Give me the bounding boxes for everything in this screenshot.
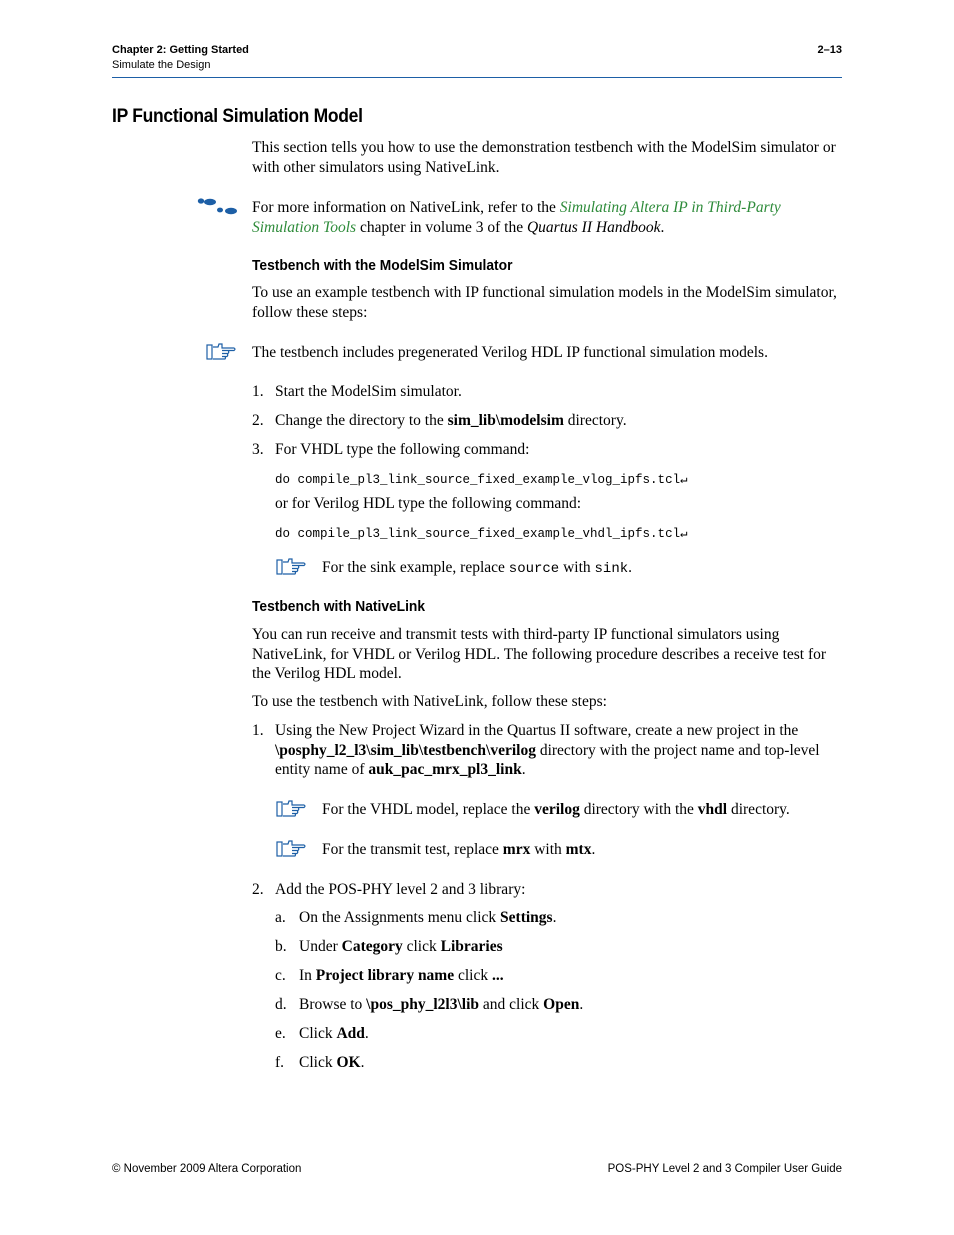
modelsim-step3-number: 3.: [252, 441, 264, 458]
substep-letter: b.: [275, 938, 287, 955]
substep-item: Click Add.: [299, 1025, 369, 1042]
pointing-hand-icon: [276, 558, 306, 576]
section-title: IP Functional Simulation Model: [112, 106, 363, 127]
pointing-hand-icon: [276, 840, 306, 858]
nativelink-intro2: To use the testbench with NativeLink, follow these steps:: [252, 693, 607, 710]
substep-letter: a.: [275, 909, 286, 926]
nativelink-intro: You can run receive and transmit tests with third-party IP functional simulators using NativeLink, for VHDL or Verilog HDL. The following procedure describes a receive test for the Verilog HDL model.: [252, 626, 827, 682]
pointing-hand-icon: [276, 800, 306, 818]
simulating-altera-ip-link[interactable]: Simulating Altera IP in Third-Party Simulation Tools: [252, 199, 781, 236]
more-info-paragraph: For more information on NativeLink, refer to the Simulating Altera IP in Third-Party Simulation Tools chapter in volume 3 of the Quartus II Handbook.: [252, 199, 781, 236]
nativelink-step1-number: 1.: [252, 722, 264, 739]
substep-item: Click OK.: [299, 1054, 365, 1071]
substep-item: Browse to \pos_phy_l2l3\lib and click Open.: [299, 996, 584, 1013]
substep-letter: e.: [275, 1025, 286, 1042]
header-section: Simulate the Design: [112, 59, 211, 71]
header-rule: [112, 77, 842, 78]
substep-letter: c.: [275, 967, 286, 984]
modelsim-step1: Start the ModelSim simulator.: [275, 383, 462, 400]
modelsim-note: The testbench includes pregenerated Verilog HDL IP functional simulation models.: [252, 344, 768, 361]
modelsim-step1-number: 1.: [252, 383, 264, 400]
substep-item: Under Category click Libraries: [299, 938, 503, 955]
nativelink-step1: Using the New Project Wizard in the Quartus II software, create a new project in the \posphy_l2_l3\sim_lib\testbench\verilog directory with the project name and top-level entity name of auk_pac_mrx_pl3_link.: [275, 722, 820, 778]
footprints-icon: [196, 197, 240, 219]
vhdl-model-note: For the VHDL model, replace the verilog directory with the vhdl directory.: [322, 801, 790, 818]
substep-letter: f.: [275, 1054, 285, 1071]
nativelink-step2: Add the POS-PHY level 2 and 3 library:: [275, 881, 526, 898]
substep-letter: d.: [275, 996, 287, 1013]
intro-paragraph: This section tells you how to use the demonstration testbench with the ModelSim simulator or with other simulators using NativeLink.: [252, 139, 836, 176]
verilog-command-intro: or for Verilog HDL type the following command:: [275, 495, 582, 512]
modelsim-step2-number: 2.: [252, 412, 264, 429]
footer-guide-title: POS-PHY Level 2 and 3 Compiler User Guide: [607, 1163, 842, 1175]
nativelink-heading: Testbench with NativeLink: [252, 598, 426, 615]
footer-copyright: © November 2009 Altera Corporation: [112, 1163, 302, 1175]
modelsim-step2: Change the directory to the sim_lib\modelsim directory.: [275, 412, 627, 429]
modelsim-heading: Testbench with the ModelSim Simulator: [252, 257, 513, 274]
pointing-hand-icon: [206, 343, 236, 361]
vhdl-command: do compile_pl3_link_source_fixed_example_vlog_ipfs.tcl↵: [275, 473, 688, 487]
modelsim-step3: For VHDL type the following command:: [275, 441, 530, 458]
header-chapter: Chapter 2: Getting Started: [112, 44, 249, 56]
transmit-test-note: For the transmit test, replace mrx with mtx.: [322, 841, 596, 858]
substep-item: On the Assignments menu click Settings.: [299, 909, 557, 926]
verilog-command: do compile_pl3_link_source_fixed_example_vhdl_ipfs.tcl↵: [275, 527, 688, 541]
modelsim-intro: To use an example testbench with IP functional simulation models in the ModelSim simulator, follow these steps:: [252, 284, 837, 321]
sink-note: For the sink example, replace source with sink.: [322, 559, 633, 577]
header-page-number: 2–13: [817, 44, 842, 56]
substep-item: In Project library name click ...: [299, 967, 504, 984]
nativelink-step2-number: 2.: [252, 881, 264, 898]
